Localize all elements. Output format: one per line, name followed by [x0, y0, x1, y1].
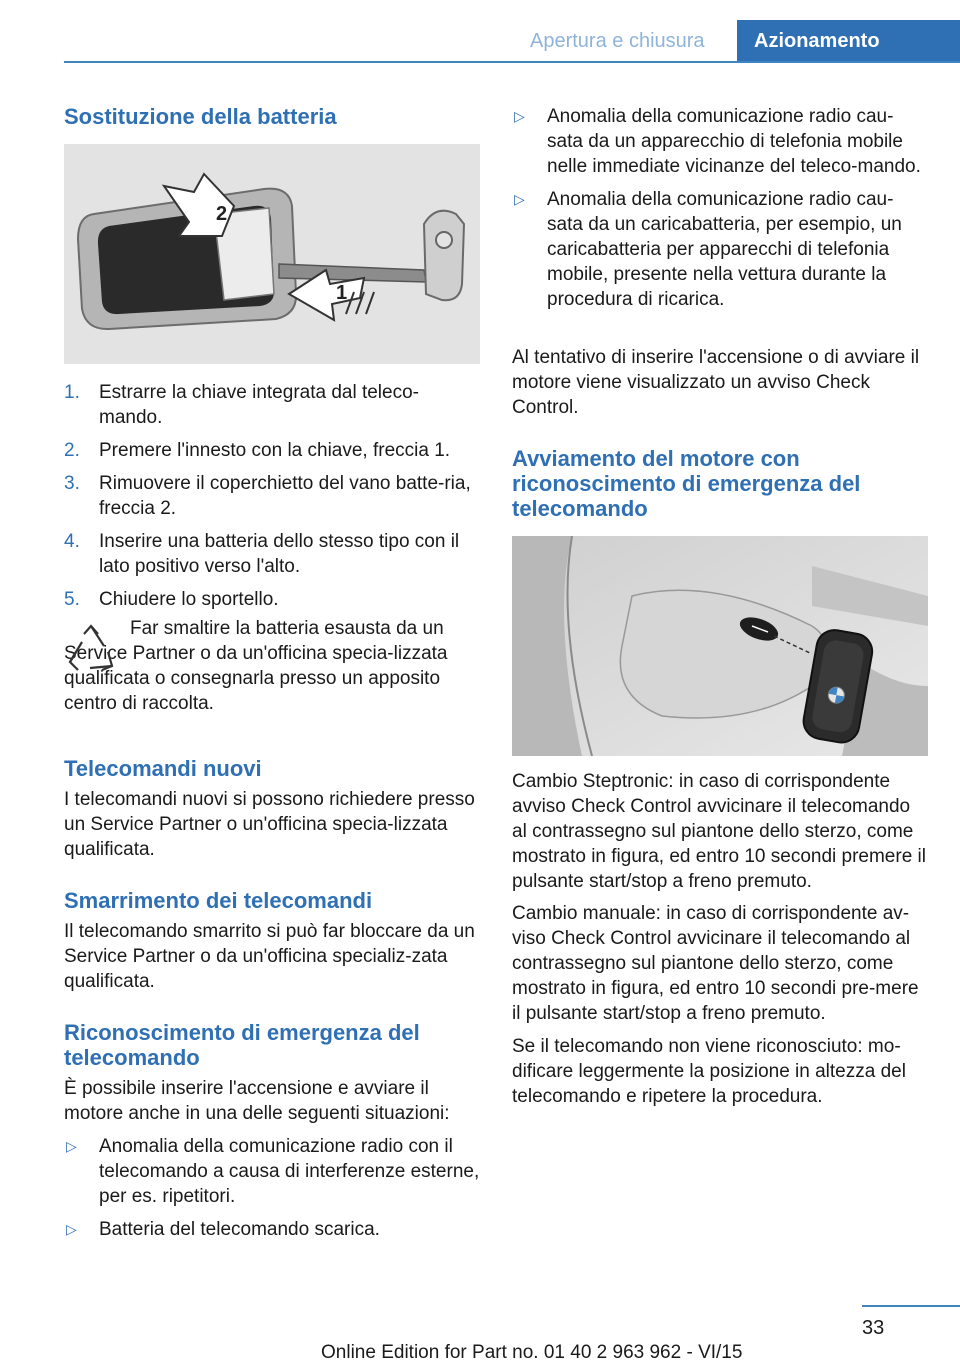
triangle-bullet-icon: ▷: [514, 108, 525, 124]
arrow-2-label: 2: [216, 203, 228, 225]
list-item: ▷ Batteria del telecomando scarica.: [66, 1219, 380, 1240]
battery-steps-list: [64, 380, 480, 620]
header-rule: [64, 61, 960, 63]
emergency-text: È possibile inserire l'accensione e avviare il motore anche in una delle seguenti situazioni:: [64, 1078, 450, 1124]
steptronic-text: Cambio Steptronic: in caso di corrispondente avviso Check Control avvicinare il telecomando al contrassegno sul piantone dello sterzo, come mostrato in figura, ed entro 10 secondi premere il pulsante start/stop a freno premuto.: [512, 771, 926, 892]
recycling-note: [64, 616, 480, 716]
emergency-bullet-list: [64, 1134, 480, 1250]
header-tab-azionamento: Azionamento: [737, 20, 960, 63]
page-number: 33: [862, 1317, 885, 1339]
manual-gearbox-text: Cambio manuale: in caso di corrispondente av‐viso Check Control avvicinare il telecomando al contrassegno sul piantone dello sterzo, come mostrato in figura, ed entro 10 secondi pre‐mere il pulsante start/stop a freno premuto.: [512, 903, 919, 1024]
triangle-bullet-icon: ▷: [66, 1138, 77, 1154]
new-remotes-text: I telecomandi nuovi si possono richiedere presso un Service Partner o un'officina specia‐lizzata qualificata.: [64, 789, 475, 860]
triangle-bullet-icon: ▷: [66, 1221, 77, 1237]
key-hole: [436, 232, 452, 248]
list-item: 1. Estrarre la chiave integrata dal teleco‐mando.: [64, 382, 419, 428]
right-bullet-list: [512, 104, 928, 320]
key-head: [424, 211, 464, 301]
steering-column-illustration: [512, 536, 928, 756]
footer-rule: [862, 1305, 960, 1307]
list-item: 4. Inserire una batteria dello stesso tipo con il lato positivo verso l'alto.: [64, 531, 460, 577]
figure-key-battery: [64, 144, 480, 364]
list-item: 2. Premere l'innesto con la chiave, freccia 1.: [64, 440, 451, 461]
lost-remotes-text: Il telecomando smarrito si può far bloccare da un Service Partner o da un'officina specializ‐zata qualificata.: [64, 921, 475, 992]
heading-lost-remotes: Smarrimento dei telecomandi: [64, 888, 373, 913]
heading-battery: Sostituzione della batteria: [64, 104, 337, 129]
triangle-bullet-icon: ▷: [514, 191, 525, 207]
list-item: ▷ Anomalia della comunicazione radio con il telecomando a causa di interferenze esterne, per es. ripetitori.: [66, 1136, 480, 1207]
arrow-1-label: 1: [336, 282, 348, 304]
list-item: ▷ Anomalia della comunicazione radio cau‐sata da un apparecchio di telefonia mobile nelle immediate vicinanze del teleco‐mando.: [514, 106, 921, 177]
edition-footer: Online Edition for Part no. 01 40 2 963 962 - VI/15: [321, 1342, 743, 1362]
check-control-text: Al tentativo di inserire l'accensione o di avviare il motore viene visualizzato un avviso Check Control.: [512, 347, 920, 418]
recycling-note-text: Far smaltire la batteria esausta da un Service Partner o da un'officina specia‐lizzata qualificata o consegnarla presso un apposito centro di raccolta.: [64, 618, 448, 714]
key-battery-illustration: [64, 144, 480, 364]
figure-steering-column: [512, 536, 928, 756]
recycle-icon: [64, 622, 118, 682]
heading-emergency-start: Avviamento del motore con riconoscimento di emergenza del telecomando: [512, 446, 861, 521]
list-item: 3. Rimuovere il coperchietto del vano batte‐ria, freccia 2.: [64, 473, 471, 519]
list-item: 5. Chiudere lo sportello.: [64, 589, 279, 610]
heading-emergency-recognition: Riconoscimento di emergenza del telecomando: [64, 1020, 420, 1070]
header-section-title: Apertura e chiusura: [530, 30, 705, 52]
list-item: ▷ Anomalia della comunicazione radio cau‐sata da un caricabatteria, per esempio, un caricabatteria per apparecchi di telefonia mobile, presente nella vettura durante la procedura di ricarica.: [514, 189, 902, 310]
not-recognized-text: Se il telecomando non viene riconosciuto: mo‐dificare leggermente la posizione in altezza del telecomando e ripetere la procedura.: [512, 1036, 906, 1107]
heading-new-remotes: Telecomandi nuovi: [64, 756, 262, 781]
